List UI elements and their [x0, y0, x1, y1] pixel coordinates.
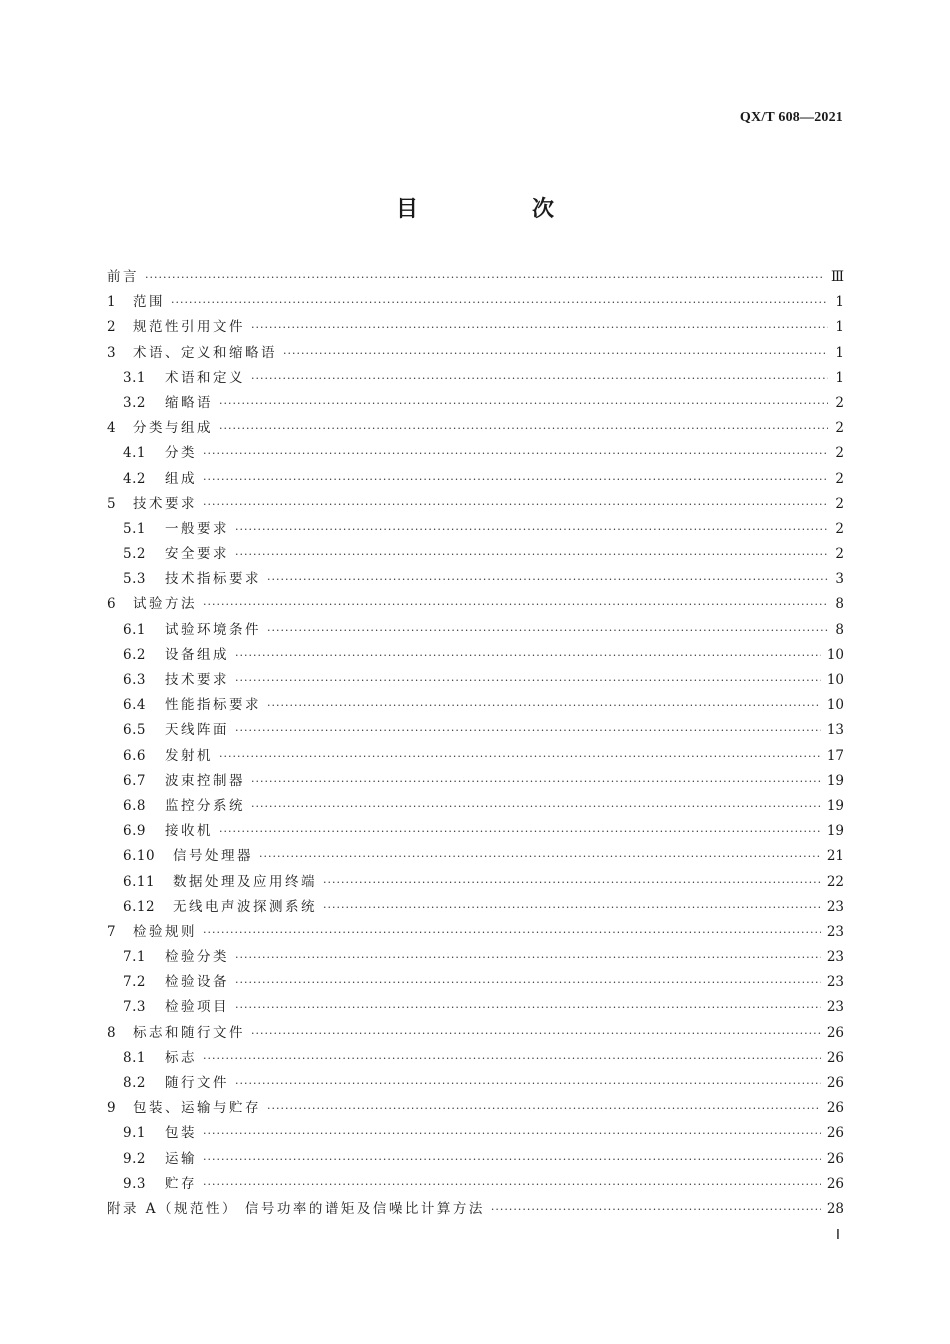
toc-entry[interactable] [107, 995, 844, 1020]
toc-entry-label: 包装、运输与贮存 [133, 1100, 261, 1117]
toc-entry-label: 接收机 [165, 823, 213, 840]
toc-entry-page: 10 [826, 697, 844, 714]
toc-entry[interactable] [107, 542, 844, 567]
toc-entry[interactable] [107, 920, 844, 945]
toc-entry[interactable] [107, 416, 844, 441]
toc-entry-page: 26 [826, 1125, 844, 1142]
toc-entry-label: 前言 [107, 269, 139, 285]
dot-leader [203, 1121, 821, 1146]
toc-entry-label: 标志和随行文件 [133, 1024, 245, 1041]
toc-entry[interactable] [107, 592, 844, 617]
toc-entry[interactable] [107, 794, 844, 819]
page-title: 目 次 [395, 197, 600, 222]
toc-entry-number: 6.7 [123, 772, 146, 789]
toc-entry[interactable] [107, 895, 844, 920]
toc-entry-number: 6.2 [123, 646, 146, 663]
toc-entry-page: 1 [835, 319, 844, 336]
toc-entry[interactable] [107, 970, 844, 995]
toc-entry-page: 2 [835, 445, 844, 462]
dot-leader [219, 744, 821, 769]
toc-entry-number: 9.3 [123, 1175, 146, 1192]
toc-entry-number: 6.10 [123, 848, 156, 865]
toc-entry-number: 7.1 [123, 949, 146, 966]
toc-entry-number: 6 [107, 596, 117, 613]
toc-entry-label: 监控分系统 [165, 797, 245, 814]
toc-entry-number: 8 [107, 1024, 117, 1041]
dot-leader [251, 769, 821, 794]
toc-entry-page: 23 [826, 949, 844, 966]
toc-entry-page: 26 [826, 1024, 844, 1041]
toc-entry-page: 1 [835, 294, 844, 311]
toc-entry[interactable] [107, 870, 844, 895]
dot-leader [203, 467, 828, 492]
standard-code: QX/T 608—2021 [739, 110, 843, 125]
toc-entry-label: 贮存 [165, 1175, 197, 1192]
toc-entry-page: 19 [826, 823, 844, 840]
toc-entry-number: 3.2 [123, 394, 146, 411]
toc-entry-page: 8 [835, 621, 844, 638]
toc-entry-page: 26 [826, 1150, 844, 1167]
toc-entry[interactable] [107, 643, 844, 668]
toc-entry-label: 一般要求 [165, 520, 229, 537]
toc-entry-label: 信号处理器 [173, 848, 253, 865]
dot-leader [235, 970, 821, 995]
toc-entry-number: 6.1 [123, 621, 146, 638]
dot-leader [323, 895, 821, 920]
dot-leader [203, 1046, 821, 1071]
toc-entry[interactable] [107, 769, 844, 794]
toc-entry-label: 试验环境条件 [165, 621, 261, 638]
toc-entry-label: 检验设备 [165, 974, 229, 991]
toc-entry-page: 19 [826, 797, 844, 814]
toc-entry-label: 检验分类 [165, 949, 229, 966]
toc-entry-label: 组成 [165, 470, 197, 487]
dot-leader [251, 794, 821, 819]
toc-entry-label: 安全要求 [165, 546, 229, 563]
dot-leader [323, 870, 821, 895]
dot-leader [145, 265, 825, 290]
toc-entry-number: 6.4 [123, 697, 146, 714]
toc-entry-number: 7.2 [123, 974, 146, 991]
toc-entry-page: 26 [826, 1049, 844, 1066]
toc-entry[interactable] [107, 366, 844, 391]
dot-leader [203, 441, 828, 466]
toc-entry-page: 2 [835, 420, 844, 437]
toc-entry[interactable] [107, 441, 844, 466]
dot-leader [491, 1197, 821, 1222]
toc-entry[interactable] [107, 1197, 844, 1222]
toc-entry[interactable] [107, 1147, 844, 1172]
toc-entry-page: 10 [826, 646, 844, 663]
toc-entry-label: 技术指标要求 [165, 571, 261, 588]
page-number: Ⅰ [835, 1228, 840, 1243]
toc-entry-page: 17 [826, 747, 844, 764]
toc-entry-label: 术语、定义和缩略语 [133, 344, 277, 361]
toc-entry-label: 检验项目 [165, 999, 229, 1016]
dot-leader [235, 718, 821, 743]
toc-entry[interactable] [107, 1172, 844, 1197]
toc-entry-label: 无线电声波探测系统 [173, 898, 317, 915]
toc-entry-number: 8.2 [123, 1075, 146, 1091]
toc-entry-label: 技术要求 [165, 672, 229, 688]
toc-entry-page: 2 [835, 495, 844, 512]
toc-entry-label: 天线阵面 [165, 722, 229, 739]
toc-entry-number: 5.2 [123, 546, 146, 563]
toc-entry-page: 23 [826, 923, 844, 940]
toc-entry-page: 10 [826, 672, 844, 688]
toc-entry[interactable] [107, 467, 844, 492]
toc-entry-page: 26 [826, 1100, 844, 1117]
toc-entry-label: 设备组成 [165, 646, 229, 663]
dot-leader [235, 945, 821, 970]
toc-entry-label: 发射机 [165, 747, 213, 764]
toc-entry-label: 性能指标要求 [165, 697, 261, 714]
toc-entry-number: 6.3 [123, 672, 146, 688]
toc-entry-number: 6.9 [123, 823, 146, 840]
toc-entry-page: 8 [835, 596, 844, 613]
toc-entry-page: 2 [835, 520, 844, 537]
toc-entry[interactable] [107, 618, 844, 643]
toc-entry-label: 分类 [165, 445, 197, 462]
dot-leader [251, 366, 828, 391]
toc-entry-label: 术语和定义 [165, 369, 245, 386]
dot-leader [235, 995, 821, 1020]
toc-entry-label: 数据处理及应用终端 [173, 873, 317, 890]
toc-entry[interactable] [107, 819, 844, 844]
toc-entry-number: 9 [107, 1100, 117, 1117]
toc-entry-number: 5.3 [123, 571, 146, 588]
toc-entry-page: 3 [835, 571, 844, 588]
dot-leader [203, 1147, 821, 1172]
toc-entry-label: 检验规则 [133, 923, 197, 940]
toc-entry[interactable] [107, 391, 844, 416]
toc-entry[interactable] [107, 718, 844, 743]
toc-entry-label: 标志 [165, 1049, 197, 1066]
dot-leader [251, 1021, 821, 1046]
toc-entry-label: 随行文件 [165, 1075, 229, 1091]
toc-entry-label: 附录 A（规范性） 信号功率的谱矩及信噪比计算方法 [107, 1200, 485, 1217]
toc-entry-number: 6.12 [123, 898, 156, 915]
toc-entry-page: 1 [835, 369, 844, 386]
toc-entry-page: 2 [835, 394, 844, 411]
toc-entry-number: 6.6 [123, 747, 146, 764]
dot-leader [219, 391, 828, 416]
toc-entry-page: 13 [826, 722, 844, 739]
dot-leader [235, 542, 828, 567]
dot-leader [203, 1172, 821, 1197]
toc-entry-page: 28 [826, 1200, 844, 1217]
toc-entry-number: 4 [107, 420, 117, 437]
toc-entry-number: 4.1 [123, 445, 146, 462]
toc-entry[interactable] [107, 517, 844, 542]
dot-leader [219, 819, 821, 844]
toc-entry-number: 9.1 [123, 1125, 146, 1142]
toc-entry-label: 运输 [165, 1150, 197, 1167]
dot-leader [235, 668, 821, 693]
toc-entry-page: Ⅲ [830, 269, 844, 285]
toc-entry-number: 7.3 [123, 999, 146, 1016]
toc-entry-number: 4.2 [123, 470, 146, 487]
toc-entry[interactable] [107, 315, 844, 340]
toc-entry-number: 5 [107, 495, 117, 512]
dot-leader [203, 492, 828, 517]
toc-entry-page: 26 [826, 1175, 844, 1192]
toc-entry[interactable] [107, 1021, 844, 1046]
toc-entry-page: 23 [826, 898, 844, 915]
toc-entry[interactable] [107, 844, 844, 869]
toc-entry[interactable] [107, 492, 844, 517]
toc-entry-number: 6.8 [123, 797, 146, 814]
toc-entry[interactable] [107, 1121, 844, 1146]
toc-entry-page: 2 [835, 546, 844, 563]
toc-entry-number: 6.11 [123, 873, 156, 890]
toc-entry-label: 缩略语 [165, 394, 213, 411]
dot-leader [203, 920, 821, 945]
toc-entry-number: 1 [107, 294, 117, 311]
dot-leader [235, 643, 821, 668]
dot-leader [219, 416, 828, 441]
dot-leader [267, 618, 828, 643]
toc-entry-page: 23 [826, 999, 844, 1016]
toc-entry-label: 分类与组成 [133, 420, 213, 437]
toc-entry[interactable] [107, 1096, 844, 1121]
toc-entry[interactable] [107, 1071, 844, 1096]
toc-entry[interactable] [107, 668, 844, 693]
toc-entry-number: 9.2 [123, 1150, 146, 1167]
dot-leader [267, 1096, 821, 1121]
toc-entry-number: 8.1 [123, 1049, 146, 1066]
toc-entry-page: 2 [835, 470, 844, 487]
toc-entry-label: 规范性引用文件 [133, 319, 245, 336]
toc-entry[interactable] [107, 744, 844, 769]
toc-entry-number: 7 [107, 923, 117, 940]
toc-entry[interactable] [107, 1046, 844, 1071]
toc-entry[interactable] [107, 265, 844, 290]
dot-leader [259, 844, 821, 869]
toc-entry-number: 2 [107, 319, 117, 336]
toc-entry-number: 6.5 [123, 722, 146, 739]
toc-entry-page: 21 [826, 848, 844, 865]
toc-entry-page: 26 [826, 1075, 844, 1091]
toc-entry-label: 范围 [133, 294, 165, 311]
toc-entry-page: 23 [826, 974, 844, 991]
toc-entry-label: 波束控制器 [165, 772, 245, 789]
toc-entry-number: 3.1 [123, 369, 146, 386]
toc-entry-label: 试验方法 [133, 596, 197, 613]
dot-leader [251, 315, 828, 340]
dot-leader [267, 567, 828, 592]
toc-entry[interactable] [107, 290, 844, 315]
dot-leader [283, 341, 828, 366]
dot-leader [235, 517, 828, 542]
table-of-contents [107, 265, 844, 1222]
toc-entry-page: 19 [826, 772, 844, 789]
toc-entry-page: 22 [826, 873, 844, 890]
toc-entry-number: 3 [107, 344, 117, 361]
dot-leader [235, 1071, 821, 1096]
dot-leader [203, 592, 828, 617]
toc-entry[interactable] [107, 945, 844, 970]
dot-leader [171, 290, 828, 315]
toc-entry-label: 包装 [165, 1125, 197, 1142]
toc-entry[interactable] [107, 341, 844, 366]
dot-leader [267, 693, 821, 718]
toc-entry[interactable] [107, 567, 844, 592]
toc-entry-number: 5.1 [123, 520, 146, 537]
toc-entry-label: 技术要求 [133, 495, 197, 512]
toc-entry-page: 1 [835, 344, 844, 361]
toc-entry[interactable] [107, 693, 844, 718]
